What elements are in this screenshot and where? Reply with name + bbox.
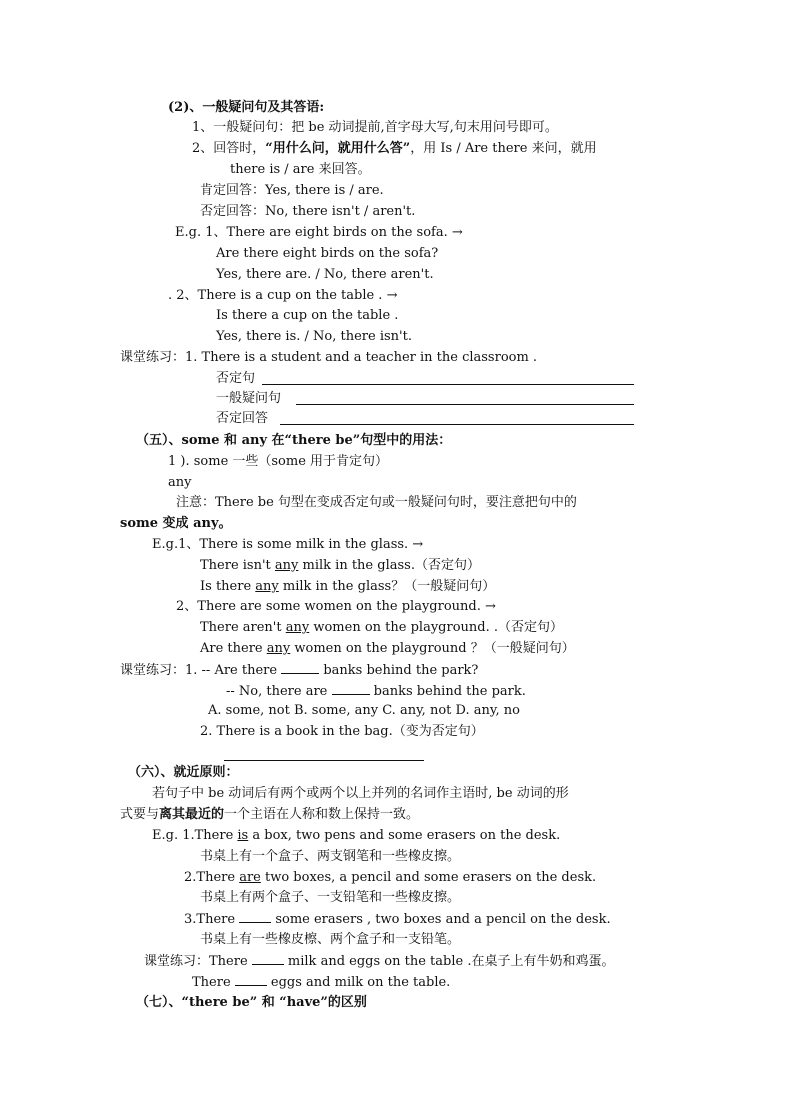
practice-2	[192, 973, 450, 992]
text: a box, two pens and some erasers on the desk.	[248, 828, 561, 843]
text: There aren't	[200, 620, 286, 635]
text: E.g. 1.There	[152, 828, 238, 843]
note: 注意：There be 句型在变成否定句或一般疑问句时，要注意把句中的	[176, 495, 577, 510]
underlined-any: any	[285, 620, 310, 635]
bold-text: 离其最近的	[159, 807, 225, 822]
example-3	[184, 910, 611, 929]
rule-1: 1、一般疑问句：把 be 动词提前,首字母大写,句末用问号即可。	[192, 120, 558, 135]
text: Is there	[200, 579, 256, 594]
options: A. some, not B. some, any C. any, not D. any, no	[208, 703, 520, 718]
blank-line[interactable]	[224, 760, 424, 761]
example-1-negative	[200, 557, 480, 575]
example-1	[152, 827, 560, 845]
section-5-heading: （五）、some 和 any 在“there be”句型中的用法：	[136, 433, 452, 448]
example-2: 2、There are some women on the playground. →	[176, 599, 496, 614]
example-2-negative	[200, 619, 563, 637]
practice-1: 课堂练习：1. There is a student and a teacher in the classroom .	[120, 350, 538, 365]
answer-blank[interactable]	[332, 682, 370, 695]
rule-2-bold: “用什么问，就用什么答”	[265, 141, 411, 156]
body-1: 若句子中 be 动词后有两个或两个以上并列的名词作主语时, be 动词的形	[152, 786, 569, 801]
section-6-heading: （六）、就近原则：	[128, 765, 239, 780]
example-2-answer: Yes, there is. / No, there isn't.	[216, 329, 412, 344]
rule-2-c: ，用 Is / Are there 来问，就用	[410, 141, 597, 156]
any-usage: any	[168, 475, 192, 490]
example-2-cn: 书桌上有两个盒子、一支铅笔和一些橡皮擦。	[200, 890, 461, 905]
text: some erasers , two boxes and a pencil on the desk.	[271, 912, 611, 927]
example-2-question: Is there a cup on the table .	[216, 308, 399, 323]
underlined-any: any	[266, 641, 291, 656]
text: milk and eggs on the table .在桌子上有牛奶和鸡蛋。	[283, 954, 615, 969]
text: 课堂练习：There	[144, 954, 252, 969]
blank-line[interactable]	[296, 404, 634, 405]
practice-question-label: 一般疑问句	[216, 391, 282, 406]
underlined-any: any	[274, 558, 299, 573]
positive-answer: 肯定回答：Yes, there is / are.	[200, 183, 384, 198]
text: 课堂练习：1. -- Are there	[120, 663, 282, 678]
rule-2-cont: there is / are 来回答。	[230, 162, 371, 177]
text: two boxes, a pencil and some erasers on the desk.	[260, 870, 597, 885]
example-3-cn: 书桌上有一些橡皮檫、两个盒子和一支铅笔。	[200, 932, 461, 947]
rule-2-a: 2、回答时，	[192, 141, 266, 156]
practice-1-answer	[226, 682, 526, 701]
text: banks behind the park.	[369, 684, 526, 699]
text: 一个主语在人称和数上保持一致。	[224, 807, 420, 822]
underlined-are: are	[239, 870, 261, 885]
underlined-any: any	[255, 579, 279, 594]
example-1: E.g.1、There is some milk in the glass. →	[152, 537, 424, 552]
example-1-question: Are there eight birds on the sofa?	[216, 246, 439, 261]
text: There	[192, 975, 235, 990]
practice-answer-label: 否定回答	[216, 411, 269, 426]
some-usage: 1 ). some 一些（some 用于肯定句）	[168, 454, 389, 469]
example-2: . 2、There is a cup on the table . →	[168, 288, 398, 303]
practice-1	[144, 952, 614, 971]
practice-neg-label: 否定句	[216, 371, 256, 386]
text: 2.There	[184, 870, 240, 885]
text: milk in the glass？（一般疑问句）	[278, 579, 496, 594]
section-7-heading: （七）、“there be” 和 “have”的区别	[136, 995, 367, 1010]
example-1: E.g. 1、There are eight birds on the sofa. →	[175, 225, 463, 240]
text: 式要与	[120, 807, 160, 822]
note-cont: some 变成 any。	[120, 516, 232, 531]
blank-line[interactable]	[280, 424, 634, 425]
practice-2: 2. There is a book in the bag.（变为否定句）	[200, 724, 484, 739]
answer-blank[interactable]	[252, 952, 284, 965]
answer-blank[interactable]	[281, 661, 319, 674]
blank-line[interactable]	[262, 384, 634, 385]
text: women on the playground ？（一般疑问句）	[290, 641, 575, 656]
example-2-question	[200, 640, 575, 658]
example-1-answer: Yes, there are. / No, there aren't.	[216, 267, 434, 282]
practice-1	[120, 661, 478, 680]
text: Are there	[200, 641, 267, 656]
text: 3.There	[184, 912, 240, 927]
answer-blank[interactable]	[235, 973, 267, 986]
text: banks behind the park?	[319, 663, 479, 678]
text: women on the playground. .（否定句）	[309, 620, 563, 635]
answer-blank[interactable]	[239, 910, 271, 923]
text: -- No, there are	[226, 684, 332, 699]
example-1-cn: 书桌上有一个盒子、两支钢笔和一些橡皮擦。	[200, 849, 461, 864]
example-2	[184, 869, 596, 887]
underlined-is: is	[237, 828, 249, 843]
negative-answer: 否定回答：No, there isn't / aren't.	[200, 204, 416, 219]
text: There isn't	[200, 558, 275, 573]
body-2	[120, 806, 419, 824]
text: milk in the glass.（否定句）	[298, 558, 480, 573]
example-1-question	[200, 578, 495, 596]
section-2-heading: (2)、一般疑问句及其答语:	[168, 100, 325, 115]
text: eggs and milk on the table.	[266, 975, 451, 990]
rule-2	[192, 140, 597, 158]
